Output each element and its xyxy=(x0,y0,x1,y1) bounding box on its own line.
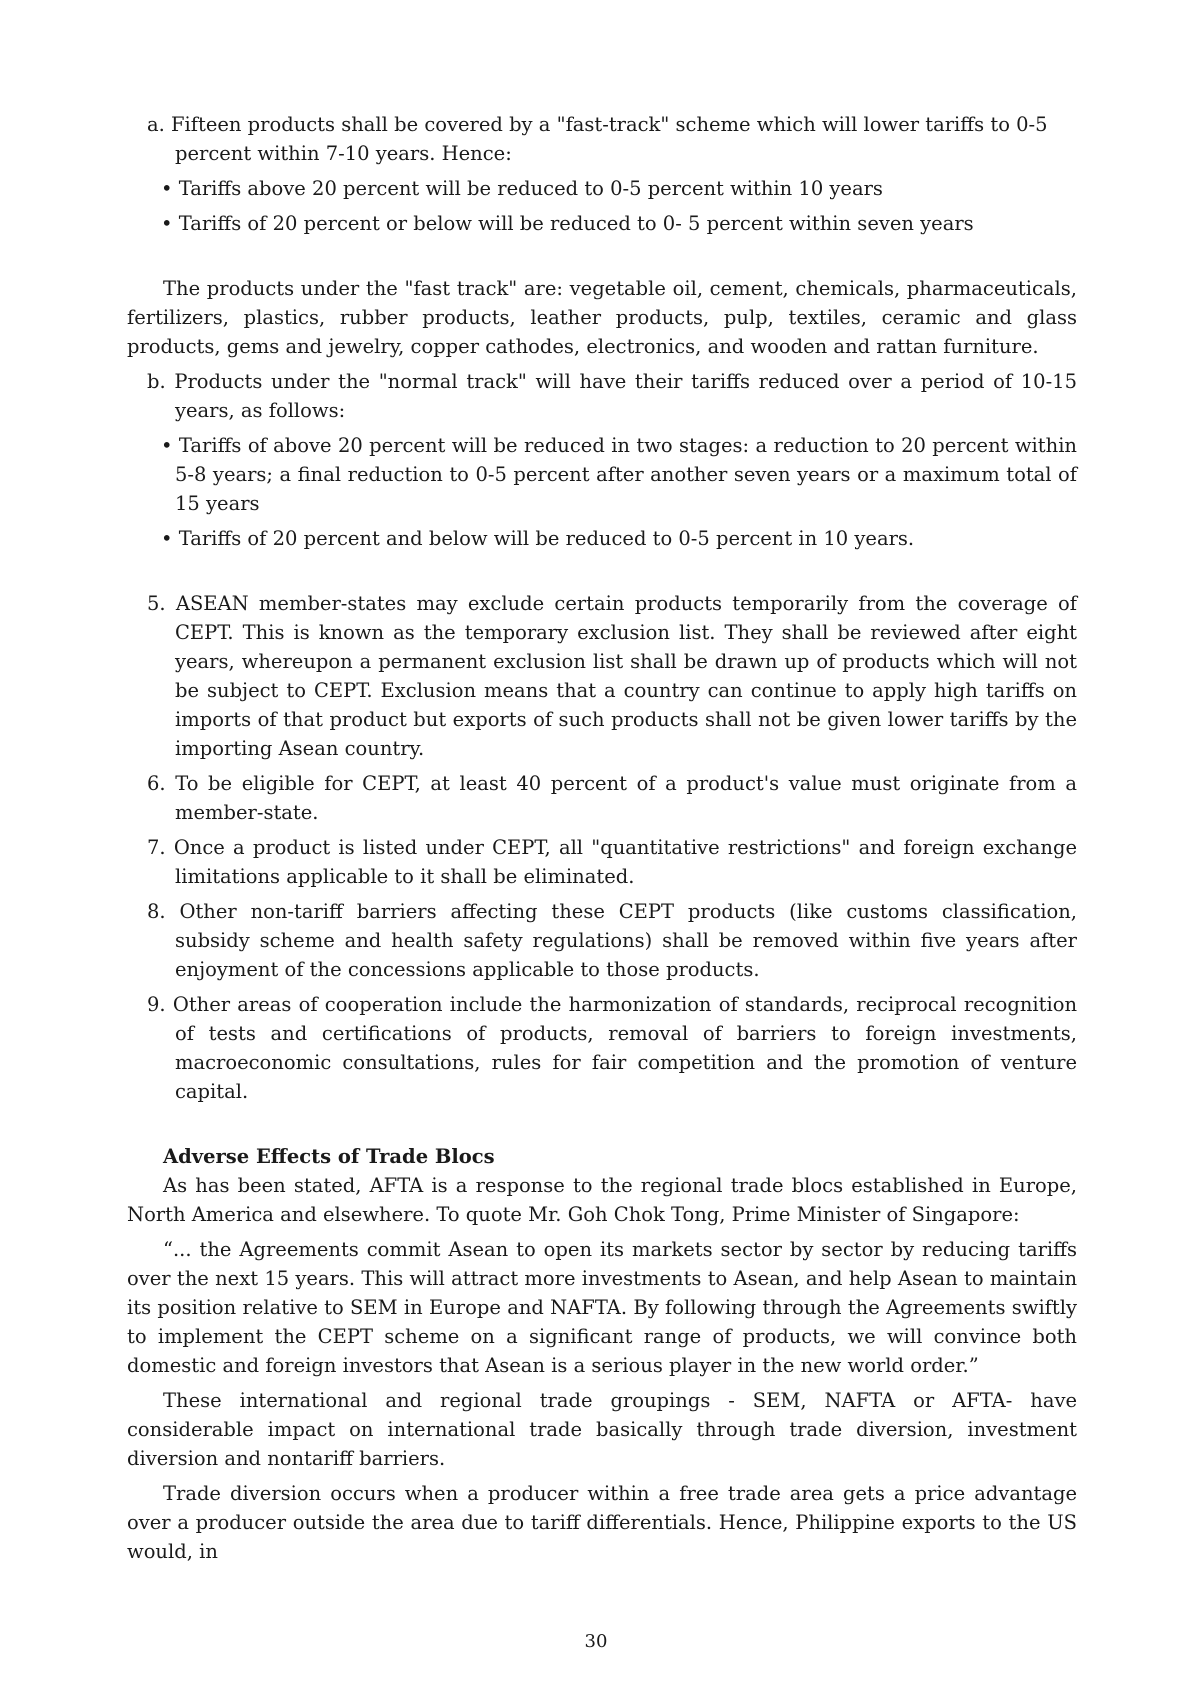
fast-track-paragraph: The products under the "fast track" are: vegetable oil, cement, chemicals, pharmaceuticals, fertilizers, plastics, rubber products, leather products, pulp, textiles, ceramic and glass products, gems and jewelry, copper cathodes, electronics, and wooden and rattan furniture. xyxy=(127,277,1077,358)
list-b-bullet-2: • Tariffs of 20 percent and below will be reduced to 0-5 percent in 10 years. xyxy=(161,527,915,550)
page-number: 30 xyxy=(584,1631,608,1652)
section-heading: Adverse Effects of Trade Blocs xyxy=(163,1145,495,1168)
section-paragraph-3: These international and regional trade groupings - SEM, NAFTA or AFTA- have considerable impact on international trade basically through trade diversion, investment diversion and nontariff barriers. xyxy=(127,1389,1077,1470)
numbered-item-7: 7. Once a product is listed under CEPT, all "quantitative restrictions" and foreign exchange limitations applicable to it shall be eliminated. xyxy=(147,836,1077,888)
list-b-intro: b. Products under the "normal track" will have their tariffs reduced over a period of 10-15 years, as follows: xyxy=(147,370,1077,422)
numbered-item-5: 5. ASEAN member-states may exclude certain products temporarily from the coverage of CEPT. This is known as the temporary exclusion list. They shall be reviewed after eight years, whereupon a permanent exclusion list shall be drawn up of products which will not be subject to CEPT. Exclusion means that a country can continue to apply high tariffs on imports of that product but exports of such products shall not be given lower tariffs by the importing Asean country. xyxy=(147,592,1077,760)
list-a-intro: a. Fifteen products shall be covered by a "fast-track" scheme which will lower tariffs to 0-5 percent within 7-10 years. Hence: xyxy=(147,113,1048,165)
numbered-item-8: 8. Other non-tariff barriers affecting these CEPT products (like customs classification, subsidy scheme and health safety regulations) shall be removed within five years after enjoyment of the concessions applicable to those products. xyxy=(147,900,1077,981)
section-paragraph-4: Trade diversion occurs when a producer within a free trade area gets a price advantage over a producer outside the area due to tariff differentials. Hence, Philippine exports to the US would, in xyxy=(127,1482,1077,1563)
list-b-bullet-1: • Tariffs of above 20 percent will be reduced in two stages: a reduction to 20 percent within 5-8 years; a final reduction to 0-5 percent after another seven years or a maximum total of 15 years xyxy=(161,434,1077,515)
list-a-bullet-2: • Tariffs of 20 percent or below will be reduced to 0- 5 percent within seven years xyxy=(161,212,974,235)
numbered-item-6: 6. To be eligible for CEPT, at least 40 percent of a product's value must originate from a member-state. xyxy=(147,772,1077,824)
list-a-bullet-1: • Tariffs above 20 percent will be reduced to 0-5 percent within 10 years xyxy=(161,177,883,200)
page-content xyxy=(127,110,1077,1566)
quote-paragraph: “... the Agreements commit Asean to open its markets sector by sector by reducing tariffs over the next 15 years. This will attract more investments to Asean, and help Asean to maintain its position relative to SEM in Europe and NAFTA. By following through the Agreements swiftly to implement the CEPT scheme on a significant range of products, we will convince both domestic and foreign investors that Asean is a serious player in the new world order.” xyxy=(127,1238,1077,1377)
section-paragraph-1: As has been stated, AFTA is a response to the regional trade blocs established in Europe, North America and elsewhere. To quote Mr. Goh Chok Tong, Prime Minister of Singapore: xyxy=(127,1174,1077,1226)
numbered-item-9: 9. Other areas of cooperation include the harmonization of standards, reciprocal recognition of tests and certifications of products, removal of barriers to foreign investments, macroeconomic consultations, rules for fair competition and the promotion of venture capital. xyxy=(147,993,1077,1103)
